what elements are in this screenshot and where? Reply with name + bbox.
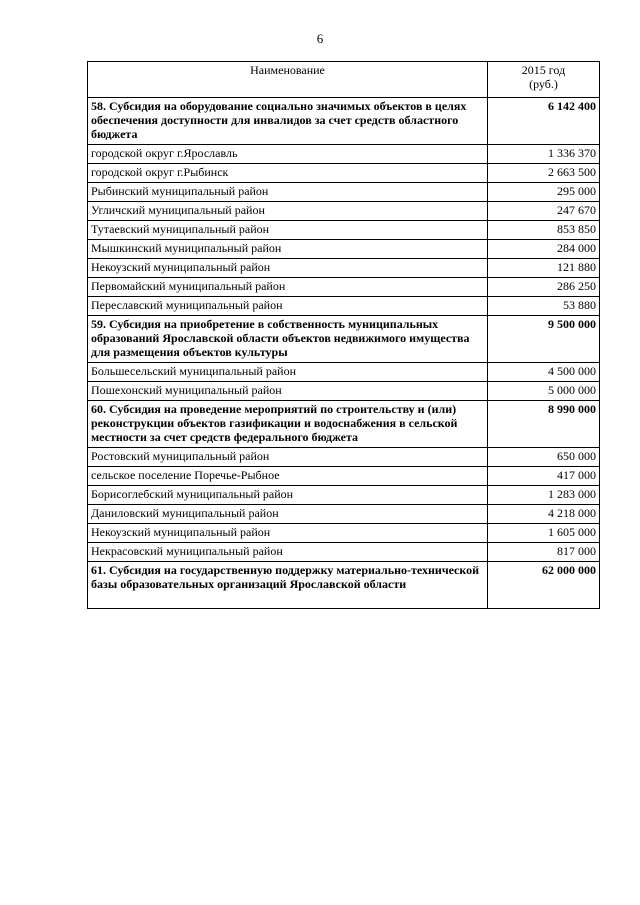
table-row [88, 382, 600, 401]
table-row [88, 486, 600, 505]
recipient-name: Ростовский муниципальный район [88, 448, 488, 467]
recipient-amount: 5 000 000 [488, 382, 600, 401]
recipient-amount: 284 000 [488, 240, 600, 259]
section-row [88, 98, 600, 145]
table-row [88, 240, 600, 259]
table-row [88, 505, 600, 524]
recipient-amount: 4 500 000 [488, 363, 600, 382]
recipient-name: Тутаевский муниципальный район [88, 221, 488, 240]
recipient-name: Некоузский муниципальный район [88, 524, 488, 543]
recipient-name: Большесельский муниципальный район [88, 363, 488, 382]
recipient-name: Мышкинский муниципальный район [88, 240, 488, 259]
section-title: 61. Субсидия на государственную поддержку материально-технической базы образовательных организаций Ярославской области [88, 562, 488, 609]
section-title: 58. Субсидия на оборудование социально значимых объектов в целях обеспечения доступности для инвалидов за счет средств областного бюджета [88, 98, 488, 145]
recipient-amount: 121 880 [488, 259, 600, 278]
table-body [88, 98, 600, 609]
section-title: 59. Субсидия на приобретение в собственность муниципальных образований Ярославской области объектов недвижимого имущества для размещения объектов культуры [88, 316, 488, 363]
table-row [88, 164, 600, 183]
section-row [88, 562, 600, 609]
recipient-amount: 2 663 500 [488, 164, 600, 183]
recipient-name: городской округ г.Рыбинск [88, 164, 488, 183]
recipient-amount: 53 880 [488, 297, 600, 316]
header-amount [488, 62, 600, 98]
recipient-amount: 650 000 [488, 448, 600, 467]
header-name: Наименование [88, 62, 488, 98]
table-row [88, 448, 600, 467]
recipient-amount: 417 000 [488, 467, 600, 486]
section-total: 8 990 000 [488, 401, 600, 448]
table-row [88, 524, 600, 543]
recipient-amount: 247 670 [488, 202, 600, 221]
table-row [88, 543, 600, 562]
table-row [88, 363, 600, 382]
section-title: 60. Субсидия на проведение мероприятий по строительству и (или) реконструкции объектов газификации и водоснабжения в сельской местности за счет средств федерального бюджета [88, 401, 488, 448]
budget-table [87, 61, 600, 609]
recipient-amount: 1 605 000 [488, 524, 600, 543]
recipient-amount: 286 250 [488, 278, 600, 297]
table-row [88, 183, 600, 202]
recipient-name: Даниловский муниципальный район [88, 505, 488, 524]
section-row [88, 316, 600, 363]
recipient-amount: 295 000 [488, 183, 600, 202]
recipient-amount: 817 000 [488, 543, 600, 562]
table-row [88, 259, 600, 278]
recipient-name: Рыбинский муниципальный район [88, 183, 488, 202]
table-row [88, 145, 600, 164]
table-header-row [88, 62, 600, 98]
section-row [88, 401, 600, 448]
recipient-amount: 1 336 370 [488, 145, 600, 164]
recipient-amount: 1 283 000 [488, 486, 600, 505]
table-row [88, 467, 600, 486]
recipient-name: сельское поселение Поречье-Рыбное [88, 467, 488, 486]
header-year: 2015 год [521, 63, 566, 77]
recipient-name: Некрасовский муниципальный район [88, 543, 488, 562]
recipient-name: Первомайский муниципальный район [88, 278, 488, 297]
table-row [88, 202, 600, 221]
section-total: 62 000 000 [488, 562, 600, 609]
header-unit: (руб.) [529, 77, 558, 91]
recipient-amount: 4 218 000 [488, 505, 600, 524]
recipient-name: Пошехонский муниципальный район [88, 382, 488, 401]
section-total: 9 500 000 [488, 316, 600, 363]
recipient-name: Некоузский муниципальный район [88, 259, 488, 278]
page-number: 6 [316, 31, 324, 46]
recipient-name: Переславский муниципальный район [88, 297, 488, 316]
table-row [88, 297, 600, 316]
recipient-name: Угличский муниципальный район [88, 202, 488, 221]
recipient-name: Борисоглебский муниципальный район [88, 486, 488, 505]
table-row [88, 221, 600, 240]
section-total: 6 142 400 [488, 98, 600, 145]
recipient-amount: 853 850 [488, 221, 600, 240]
table-row [88, 278, 600, 297]
recipient-name: городской округ г.Ярославль [88, 145, 488, 164]
